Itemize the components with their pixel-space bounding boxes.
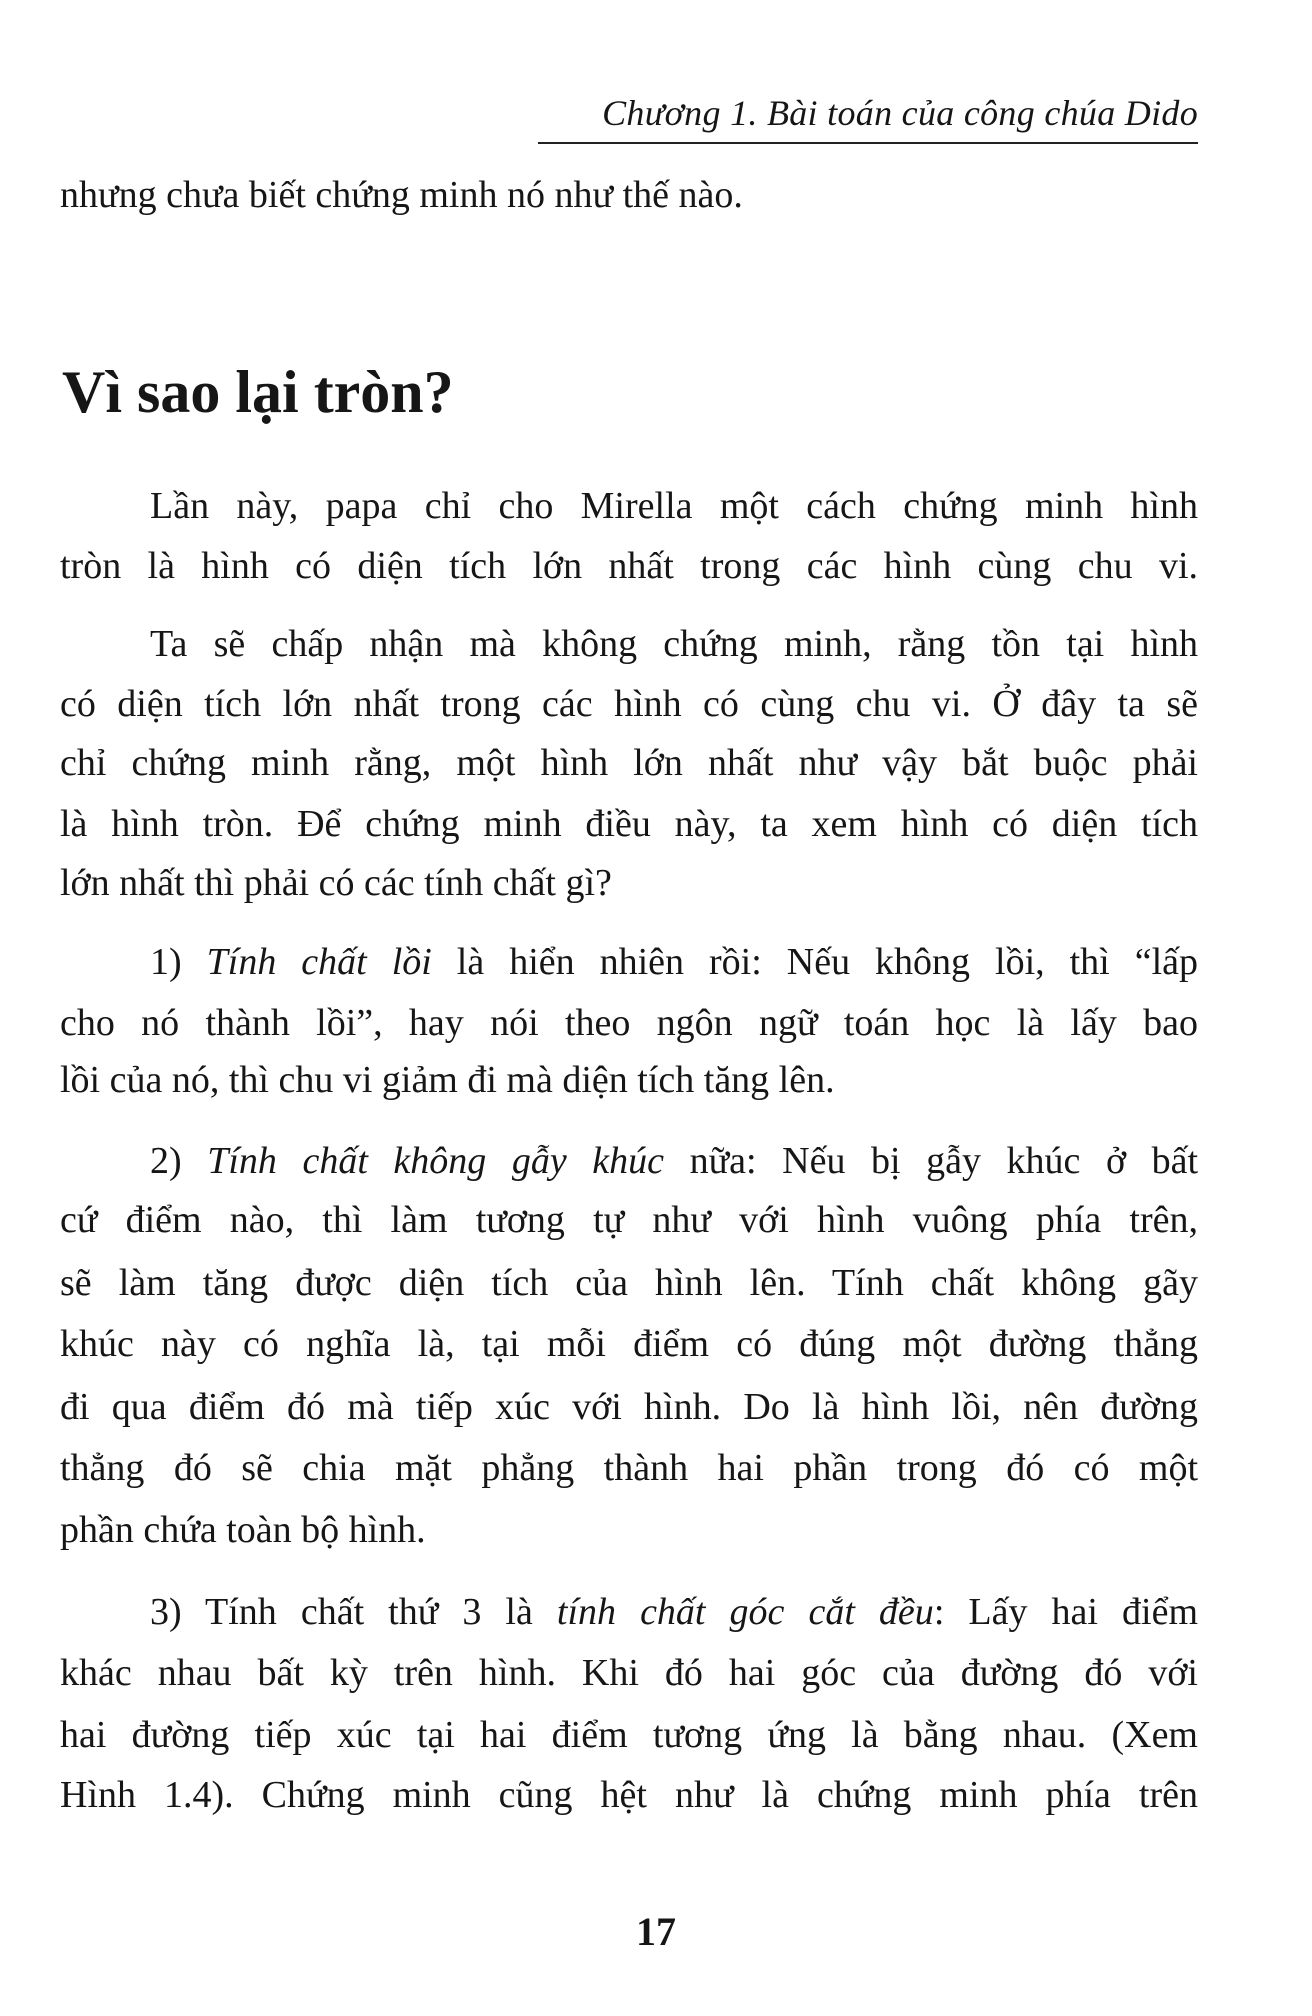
italic-term: Tính chất lồi [206, 941, 432, 983]
text-run: lồi của nó, thì chu vi giảm đi mà diện tích tăng lên. [60, 1059, 835, 1101]
text-line [60, 1650, 1198, 1696]
text-run: cho nó thành lồi”, hay nói theo ngôn ngữ toán học là lấy bao [60, 1002, 1198, 1044]
text-run: chỉ chứng minh rằng, một hình lớn nhất như vậy bắt buộc phải [60, 742, 1198, 784]
text-run: Hình 1.4). Chứng minh cũng hệt như là chứng minh phía trên [60, 1774, 1198, 1816]
text-run: Lần này, papa chỉ cho Mirella một cách chứng minh hình [150, 485, 1198, 527]
text-run: khúc này có nghĩa là, tại mỗi điểm có đúng một đường thẳng [60, 1323, 1198, 1365]
text-run: lớn nhất thì phải có các tính chất gì? [60, 862, 612, 904]
text-run: : Lấy hai điểm [933, 1591, 1199, 1633]
text-run: phần chứa toàn bộ hình. [60, 1509, 426, 1551]
text-line [60, 1712, 1198, 1758]
text-run: có diện tích lớn nhất trong các hình có cùng chu vi. Ở đây ta sẽ [60, 683, 1198, 725]
text-line [150, 939, 1198, 985]
text-line [60, 801, 1198, 847]
running-header: Chương 1. Bài toán của công chúa Dido [602, 93, 1198, 133]
text-line [150, 1138, 1198, 1184]
text-line [60, 1445, 1198, 1491]
text-run: thẳng đó sẽ chia mặt phẳng thành hai phần trong đó có một [60, 1447, 1198, 1489]
text-line [150, 621, 1198, 667]
text-line [60, 681, 1198, 727]
text-line [60, 740, 1198, 786]
text-line [60, 1197, 1198, 1243]
text-line [60, 1772, 1198, 1818]
section-heading: Vì sao lại tròn? [62, 359, 454, 425]
text-line [60, 543, 1198, 589]
text-line [60, 1000, 1198, 1046]
text-line [60, 1321, 1198, 1367]
text-line [60, 1057, 1198, 1103]
italic-term: tính chất góc cắt đều [556, 1591, 934, 1633]
text-line [150, 483, 1198, 529]
text-run: tròn là hình có diện tích lớn nhất trong các hình cùng chu vi. [60, 545, 1198, 587]
text-run: là hình tròn. Để chứng minh điều này, ta xem hình có diện tích [60, 803, 1198, 845]
text-line [60, 860, 1198, 906]
text-run: đi qua điểm đó mà tiếp xúc với hình. Do là hình lồi, nên đường [60, 1386, 1198, 1428]
text-line [60, 1384, 1198, 1430]
text-run: nữa: Nếu bị gẫy khúc ở bất [664, 1140, 1199, 1182]
text-run: cứ điểm nào, thì làm tương tự như với hình vuông phía trên, [60, 1199, 1198, 1241]
text-line [60, 1507, 1198, 1553]
italic-term: Tính chất không gẫy khúc [207, 1140, 665, 1182]
text-run: nhưng chưa biết chứng minh nó như thế nào. [60, 174, 743, 216]
text-run: 3) Tính chất thứ 3 là [150, 1591, 557, 1633]
text-run: 2) [150, 1140, 208, 1182]
text-line [60, 1260, 1198, 1306]
header-rule [538, 142, 1198, 144]
text-line [150, 1589, 1198, 1635]
text-run: khác nhau bất kỳ trên hình. Khi đó hai góc của đường đó với [60, 1652, 1198, 1694]
text-run: hai đường tiếp xúc tại hai điểm tương ứng là bằng nhau. (Xem [60, 1714, 1198, 1756]
text-run: 1) [150, 941, 207, 983]
text-run: là hiển nhiên rồi: Nếu không lồi, thì “lấp [431, 941, 1198, 983]
text-run: sẽ làm tăng được diện tích của hình lên. Tính chất không gãy [60, 1262, 1198, 1304]
text-run: Ta sẽ chấp nhận mà không chứng minh, rằng tồn tại hình [150, 623, 1198, 665]
text-line [60, 172, 1198, 218]
page-number: 17 [636, 1909, 676, 1954]
